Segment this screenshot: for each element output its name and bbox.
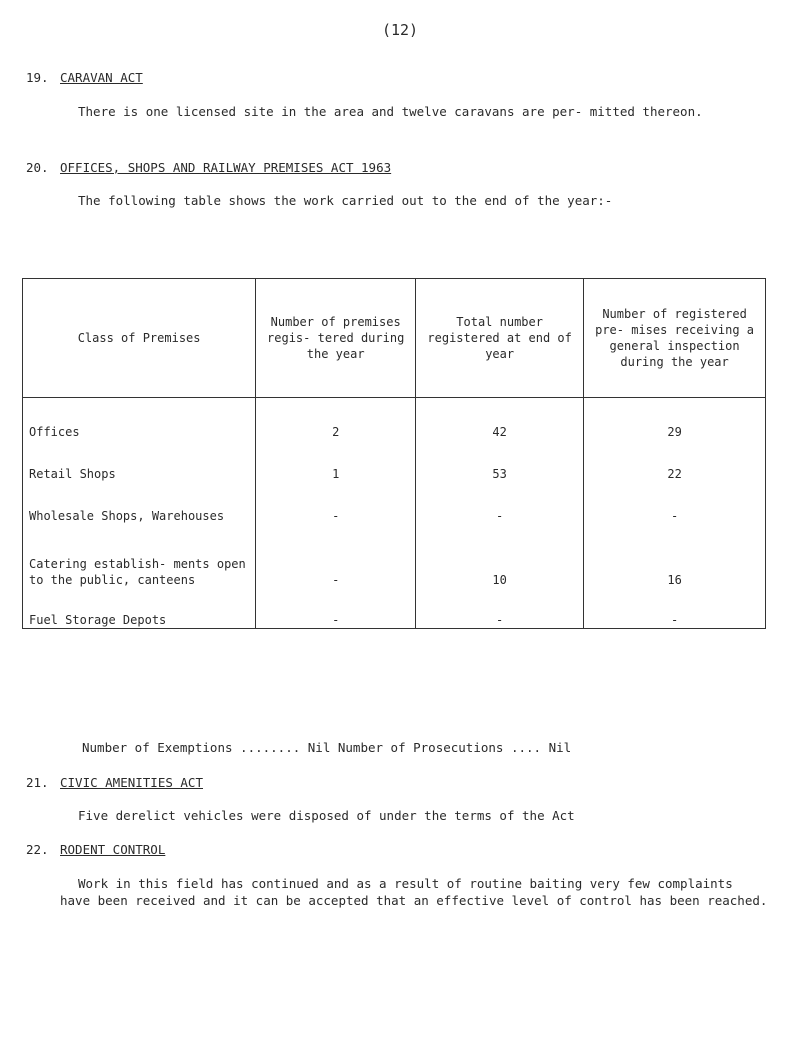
registered-cell: 1 (256, 440, 416, 482)
total-cell: 42 (416, 398, 584, 441)
section-20-intro: The following table shows the work carried out to the end of the year:- (78, 193, 613, 208)
section-number: 20. (26, 160, 49, 175)
registered-cell: - (256, 588, 416, 629)
section-20-heading (26, 160, 391, 177)
premises-table (22, 278, 766, 629)
page-number: (12) (381, 21, 419, 39)
inspected-cell: 29 (584, 398, 766, 441)
section-number: 21. (26, 775, 49, 790)
total-cell: 10 (416, 524, 584, 588)
section-21-heading (26, 775, 203, 792)
inspected-cell: 22 (584, 440, 766, 482)
section-19-text: There is one licensed site in the area and twelve caravans are per- mitted thereon. (78, 104, 703, 119)
class-cell: Wholesale Shops, Warehouses (23, 482, 256, 524)
section-22-heading (26, 842, 165, 859)
section-title: OFFICES, SHOPS AND RAILWAY PREMISES ACT 1963 (60, 160, 392, 175)
section-title: RODENT CONTROL (60, 842, 166, 857)
inspected-cell: - (584, 482, 766, 524)
total-cell: - (416, 588, 584, 629)
table-row (23, 440, 766, 482)
section-19-heading (26, 70, 143, 87)
table-row (23, 588, 766, 629)
class-cell: Retail Shops (23, 440, 256, 482)
total-cell: - (416, 482, 584, 524)
exemptions-line: Number of Exemptions ........ Nil Number of Prosecutions .... Nil (82, 740, 572, 755)
registered-cell: - (256, 482, 416, 524)
section-number: 19. (26, 70, 49, 85)
inspected-cell: 16 (584, 524, 766, 588)
class-cell: Fuel Storage Depots (23, 588, 256, 629)
total-cell: 53 (416, 440, 584, 482)
header-total: Total number registered at end of year (416, 279, 584, 398)
section-22-text: Work in this field has continued and as a result of routine baiting very few complaints have been received and it can be accepted that an effective level of control has been reached. (60, 876, 768, 908)
table-row (23, 524, 766, 588)
inspected-cell: - (584, 588, 766, 629)
header-registered: Number of premises regis- tered during the year (256, 279, 416, 398)
class-cell: Catering establish- ments open to the public, canteens (23, 524, 256, 588)
header-inspected: Number of registered pre- mises receiving a general inspection during the year (584, 279, 766, 398)
header-class: Class of Premises (23, 279, 256, 398)
registered-cell: - (256, 524, 416, 588)
section-title: CARAVAN ACT (60, 70, 143, 85)
table-row (23, 482, 766, 524)
section-21-text: Five derelict vehicles were disposed of under the terms of the Act (78, 808, 575, 823)
registered-cell: 2 (256, 398, 416, 441)
section-title: CIVIC AMENITIES ACT (60, 775, 203, 790)
class-cell: Offices (23, 398, 256, 441)
section-number: 22. (26, 842, 49, 857)
table-row (23, 398, 766, 441)
